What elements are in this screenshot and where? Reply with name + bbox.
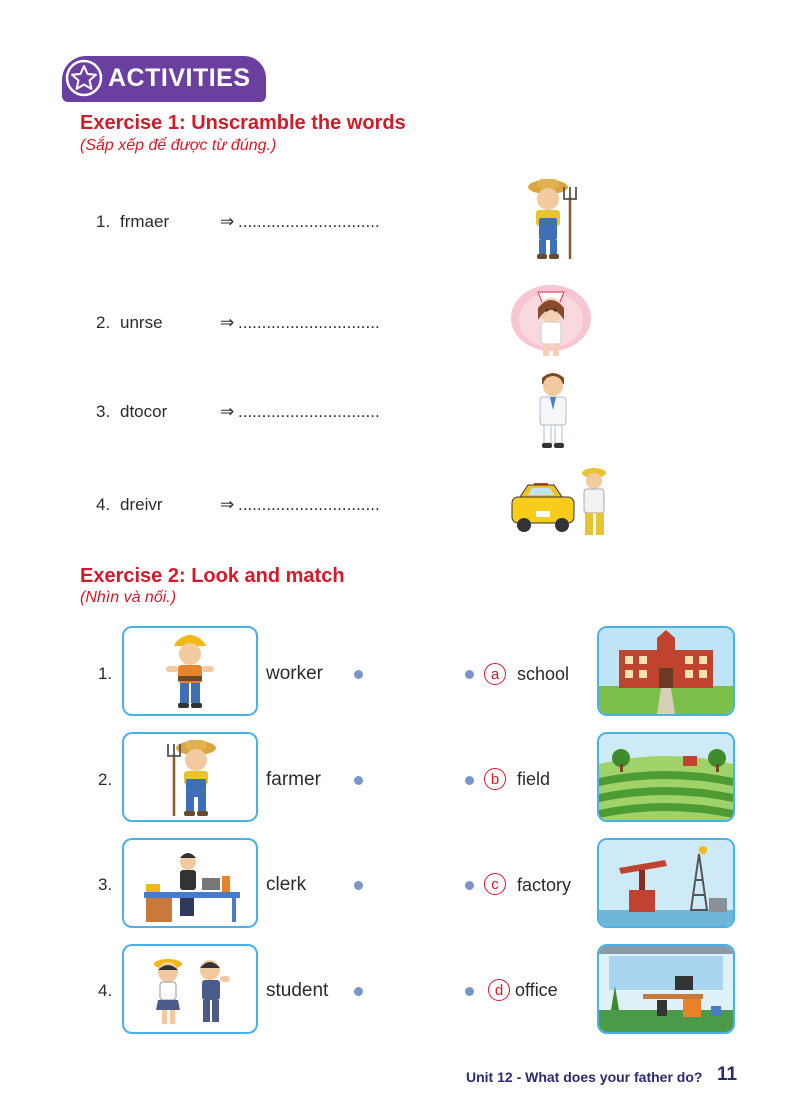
item-number: 3. xyxy=(96,402,111,421)
factory-illustration xyxy=(599,840,733,926)
student-illustration xyxy=(124,946,256,1032)
scrambled-word: frmaer xyxy=(120,212,170,231)
match-dot-left[interactable] xyxy=(354,987,363,996)
item-number: 2. xyxy=(98,770,113,789)
exercise1-title: Exercise 1: Unscramble the words xyxy=(80,112,406,134)
answer-blank[interactable]: .............................. xyxy=(238,212,380,231)
scrambled-word: unrse xyxy=(120,313,163,332)
option-letter: b xyxy=(484,768,506,790)
school-illustration xyxy=(599,628,733,714)
job-word: farmer xyxy=(266,769,321,790)
clerk-card xyxy=(122,838,258,928)
job-word: student xyxy=(266,980,329,1001)
scrambled-word: dreivr xyxy=(120,495,163,514)
clerk-illustration xyxy=(124,840,256,926)
match-dot-right[interactable] xyxy=(465,776,474,785)
office-card xyxy=(597,944,735,1034)
worker-illustration xyxy=(124,628,256,714)
student-card xyxy=(122,944,258,1034)
place-word: school xyxy=(517,664,570,684)
farmer-illustration xyxy=(124,734,256,820)
nurse-illustration xyxy=(508,280,594,364)
doctor-illustration xyxy=(532,370,574,450)
school-card xyxy=(597,626,735,716)
option-letter: d xyxy=(488,979,510,1001)
item-number: 4. xyxy=(98,981,113,1000)
arrow-icon: ⇒ xyxy=(220,402,235,421)
place-word: field xyxy=(517,769,551,789)
place-word: office xyxy=(515,980,558,1000)
exercise2-title: Exercise 2: Look and match xyxy=(80,565,345,587)
item-number: 2. xyxy=(96,313,111,332)
job-word: worker xyxy=(266,663,324,684)
farmer-illustration xyxy=(520,175,586,263)
match-dot-left[interactable] xyxy=(354,776,363,785)
match-dot-right[interactable] xyxy=(465,670,474,679)
field-illustration xyxy=(599,734,733,820)
match-dot-right[interactable] xyxy=(465,881,474,890)
item-number: 1. xyxy=(96,212,111,231)
office-illustration xyxy=(599,946,733,1032)
footer-unit-title: Unit 12 - What does your father do? xyxy=(466,1069,703,1085)
farmer-card xyxy=(122,732,258,822)
factory-card xyxy=(597,838,735,928)
arrow-icon: ⇒ xyxy=(220,212,235,231)
star-icon xyxy=(64,58,104,98)
field-card xyxy=(597,732,735,822)
scrambled-word: dtocor xyxy=(120,402,168,421)
option-letter: c xyxy=(484,873,506,895)
item-number: 3. xyxy=(98,875,113,894)
match-dot-left[interactable] xyxy=(354,881,363,890)
item-number: 4. xyxy=(96,495,111,514)
driver-taxi-illustration xyxy=(508,465,612,543)
page-number: 11 xyxy=(717,1064,738,1085)
exercise1-subtitle: (Sắp xếp để được từ đúng.) xyxy=(80,137,277,154)
option-letter: a xyxy=(484,663,506,685)
answer-blank[interactable]: .............................. xyxy=(238,402,380,421)
answer-blank[interactable]: .............................. xyxy=(238,495,380,514)
job-word: clerk xyxy=(266,874,307,895)
match-dot-right[interactable] xyxy=(465,987,474,996)
exercise2-subtitle: (Nhìn và nối.) xyxy=(80,589,177,606)
place-word: factory xyxy=(517,875,572,895)
match-dot-left[interactable] xyxy=(354,670,363,679)
arrow-icon: ⇒ xyxy=(220,313,235,332)
arrow-icon: ⇒ xyxy=(220,495,235,514)
activities-title: ACTIVITIES xyxy=(108,64,251,92)
worker-card xyxy=(122,626,258,716)
item-number: 1. xyxy=(98,664,113,683)
answer-blank[interactable]: .............................. xyxy=(238,313,380,332)
